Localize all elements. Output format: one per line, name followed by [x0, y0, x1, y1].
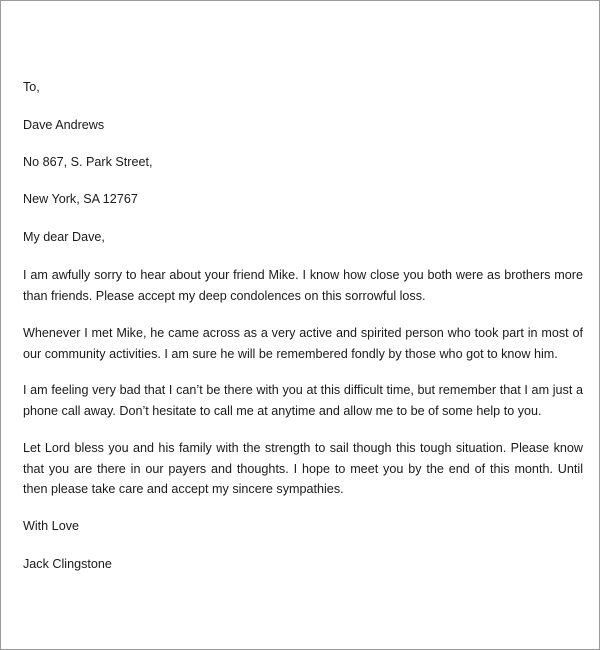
- closing: With Love: [23, 519, 79, 533]
- paragraph-3: I am feeling very bad that I can’t be there with you at this difficult time, but remember that I am just a phone call away. Don’t hesitate to call me at anytime and allow me to be of some help to you.: [23, 383, 583, 418]
- to-line: To,: [23, 80, 40, 94]
- paragraph-4: Let Lord bless you and his family with the strength to sail though this tough situation. Please know that you are there in our payers and thoughts. I hope to meet you by the end of this month. Until then please take care and accept my sincere sympathies.: [23, 441, 583, 496]
- recipient-name: Dave Andrews: [23, 118, 105, 132]
- address-line-1: No 867, S. Park Street,: [23, 155, 153, 169]
- address-line-2: New York, SA 12767: [23, 192, 138, 206]
- signature: Jack Clingstone: [23, 557, 112, 571]
- paragraph-2: Whenever I met Mike, he came across as a very active and spirited person who took part in most of our community activities. I am sure he will be remembered fondly by those who got to know him.: [23, 326, 583, 361]
- paragraph-1: I am awfully sorry to hear about your friend Mike. I know how close you both were as brothers more than friends. Please accept my deep condolences on this sorrowful loss.: [23, 268, 583, 303]
- greeting: My dear Dave,: [23, 230, 105, 244]
